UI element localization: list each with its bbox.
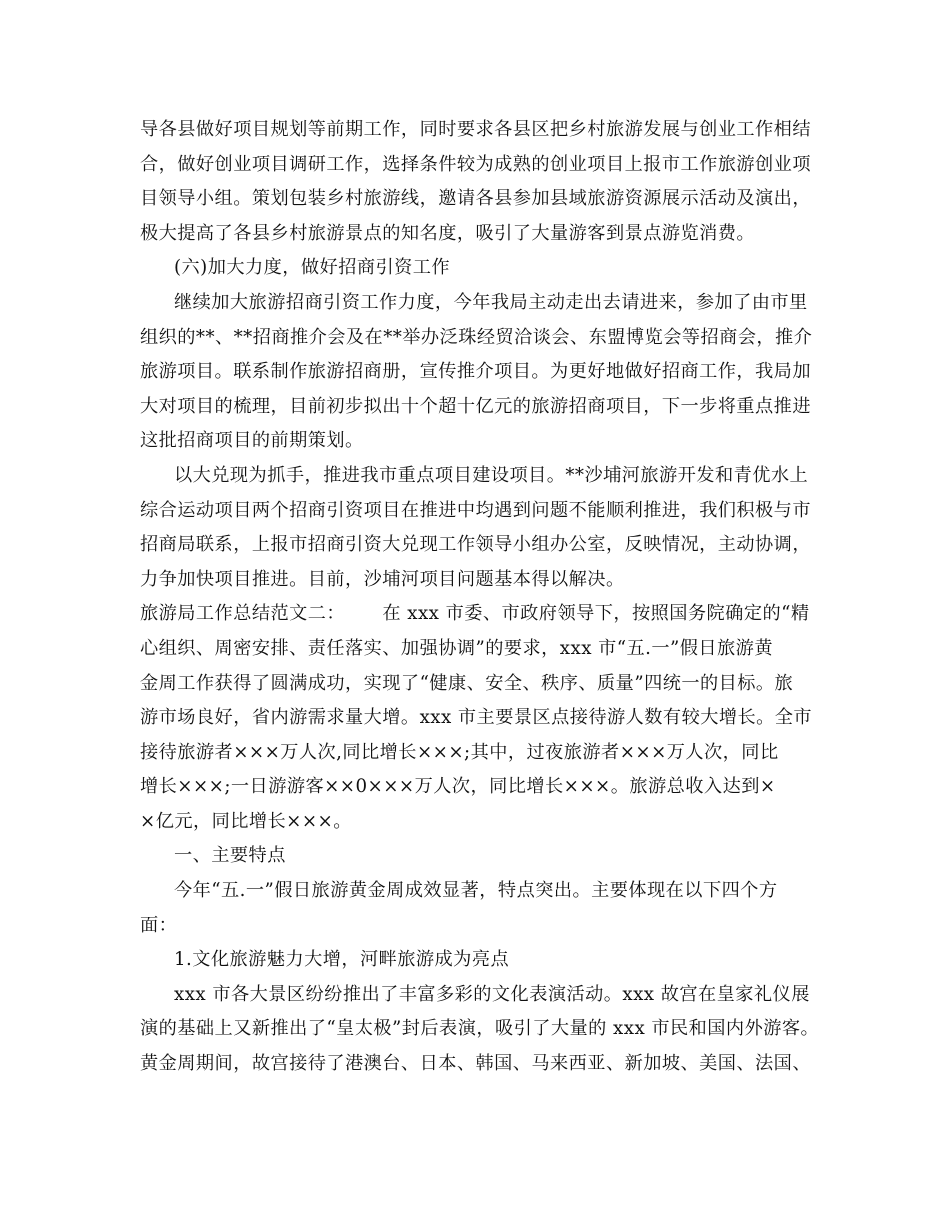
text-line: 金周工作获得了圆满成功，实现了“健康、安全、秩序、质量”四统一的目标。旅	[140, 672, 794, 694]
text-line: 黄金周期间，故宫接待了港澳台、日本、韩国、马来西亚、新加坡、美国、法国、	[140, 1053, 811, 1075]
text-line: xxx 市各大景区纷纷推出了丰富多彩的文化表演活动。xxx 故宫在皇家礼仪展	[174, 983, 810, 1005]
text-line: 力争加快项目推进。目前，沙埔河项目问题基本得以解决。	[140, 568, 625, 590]
text-line: 大对项目的梳理，目前初步拟出十个超十亿元的旅游招商项目，下一步将重点推进	[140, 395, 811, 417]
text-line: 组织的**、**招商推介会及在**举办泛珠经贸洽谈会、东盟博览会等招商会，推介	[140, 326, 813, 348]
text-line: 游市场良好，省内游需求量大增。xxx 市主要景区点接待游人数有较大增长。全市	[140, 707, 813, 729]
text-line: 旅游局工作总结范文二： 在 xxx 市委、市政府领导下，按照国务院确定的“精	[140, 603, 810, 625]
document-body	[140, 113, 830, 1082]
text-line: 增长×××;一日游游客××0×××万人次，同比增长×××。旅游总收入达到×	[140, 776, 776, 798]
text-line: ×亿元，同比增长×××。	[140, 810, 352, 832]
text-line: 今年“五.一”假日旅游黄金周成效显著，特点突出。主要体现在以下四个方	[174, 880, 778, 902]
text-line: (六)加大力度，做好招商引资工作	[174, 257, 451, 279]
text-line: 旅游项目。联系制作旅游招商册，宣传推介项目。为更好地做好招商工作，我局加	[140, 361, 811, 383]
text-line: 1.文化旅游魅力大增，河畔旅游成为亮点	[174, 949, 510, 971]
text-line: 一、主要特点	[174, 845, 286, 867]
text-line: 招商局联系，上报市招商引资大兑现工作领导小组办公室，反映情况，主动协调，	[140, 534, 811, 556]
text-line: 接待旅游者×××万人次,同比增长×××;其中，过夜旅游者×××万人次，同比	[140, 741, 779, 763]
text-line: 导各县做好项目规划等前期工作，同时要求各县区把乡村旅游发展与创业工作相结	[140, 119, 811, 140]
text-line: 继续加大旅游招商引资工作力度，今年我局主动走出去请进来，参加了由市里	[174, 291, 808, 313]
text-line: 心组织、周密安排、责任落实、加强协调”的要求，xxx 市“五.一”假日旅游黄	[140, 637, 773, 659]
text-line: 面：	[140, 914, 178, 936]
text-line: 演的基础上又新推出了“皇太极”封后表演，吸引了大量的 xxx 市民和国内外游客。	[140, 1018, 820, 1040]
text-line: 综合运动项目两个招商引资项目在推进中均遇到问题不能顺利推进，我们积极与市	[140, 499, 811, 521]
text-line: 这批招商项目的前期策划。	[140, 430, 364, 452]
text-line: 极大提高了各县乡村旅游景点的知名度，吸引了大量游客到景点游览消费。	[140, 222, 756, 244]
text-line: 目领导小组。策划包装乡村旅游线，邀请各县参加县域旅游资源展示活动及演出，	[140, 188, 811, 210]
text-line: 以大兑现为抓手，推进我市重点项目建设项目。**沙埔河旅游开发和青优水上	[174, 464, 809, 486]
text-line: 合，做好创业项目调研工作，选择条件较为成熟的创业项目上报市工作旅游创业项	[140, 153, 811, 175]
